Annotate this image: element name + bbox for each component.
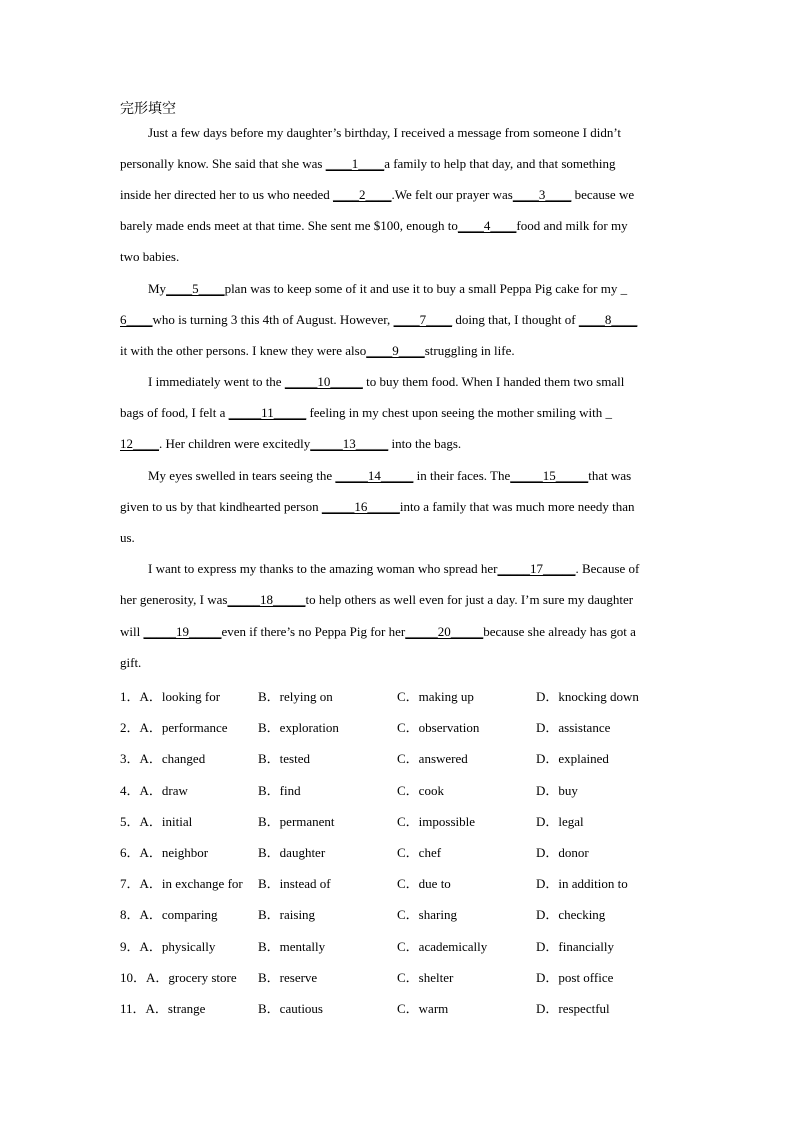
option-b[interactable]: B．permanent	[258, 814, 335, 829]
option-c[interactable]: C．sharing	[397, 907, 457, 922]
passage-line	[120, 187, 676, 203]
question-row	[120, 686, 680, 704]
blank-5: ____5____	[166, 281, 225, 296]
blank-18: _____18_____	[227, 592, 306, 607]
blank-8: ____8____	[578, 312, 638, 327]
option-d[interactable]: D．post office	[536, 970, 614, 985]
option-b[interactable]: B．raising	[258, 907, 316, 922]
passage-text: . Her children were excitedly	[159, 436, 311, 451]
option-c[interactable]: C．making up	[397, 689, 474, 704]
passage-text: barely made ends meet at that time. She sent me $100, enough to	[120, 218, 458, 233]
option-c[interactable]: C．warm	[397, 1001, 449, 1016]
question-row	[120, 998, 680, 1016]
passage-text: to buy them food. When I handed them two small	[362, 374, 625, 389]
blank-16: _____16_____	[321, 499, 400, 514]
option-d[interactable]: D．explained	[536, 751, 609, 766]
option-c[interactable]: C．cook	[397, 783, 444, 798]
passage-text: _	[620, 281, 628, 296]
option-a[interactable]: 9．A．physically	[120, 939, 216, 954]
option-b[interactable]: B．instead of	[258, 876, 331, 891]
passage-text: gift.	[120, 655, 142, 670]
passage-line	[120, 312, 676, 328]
blank-4: ____4____	[457, 218, 517, 233]
option-a[interactable]: 2．A．performance	[120, 720, 228, 735]
question-row	[120, 717, 680, 735]
option-a[interactable]: 4．A．draw	[120, 783, 188, 798]
passage-line	[120, 281, 676, 297]
option-b[interactable]: B．tested	[258, 751, 310, 766]
option-a[interactable]: 8．A．comparing	[120, 907, 218, 922]
question-row	[120, 748, 680, 766]
passage-line	[120, 374, 676, 390]
option-c[interactable]: C．due to	[397, 876, 451, 891]
question-row	[120, 842, 680, 860]
passage-text: inside her directed her to us who needed	[120, 187, 333, 202]
option-b[interactable]: B．cautious	[258, 1001, 323, 1016]
passage-text: because she already has got a	[483, 624, 636, 639]
passage-text: who is turning 3 this 4th of August. However,	[152, 312, 394, 327]
passage-line	[120, 218, 676, 234]
option-d[interactable]: D．legal	[536, 814, 584, 829]
passage-text: even if there’s no Peppa Pig for her	[221, 624, 406, 639]
passage-text: I immediately went to the	[148, 374, 285, 389]
blank-17: _____17_____	[497, 561, 576, 576]
passage-text: will	[120, 624, 144, 639]
question-row	[120, 780, 680, 798]
passage-line	[120, 405, 676, 421]
option-c[interactable]: C．observation	[397, 720, 480, 735]
option-d[interactable]: D．in addition to	[536, 876, 628, 891]
option-d[interactable]: D．buy	[536, 783, 578, 798]
option-c[interactable]: C．chef	[397, 845, 442, 860]
option-d[interactable]: D．knocking down	[536, 689, 639, 704]
passage-text: Just a few days before my daughter’s birthday, I received a message from someone I didn’t	[148, 125, 622, 140]
passage-text: food and milk for my	[516, 218, 628, 233]
passage-line	[120, 530, 676, 546]
option-b[interactable]: B．find	[258, 783, 301, 798]
blank-3: ____3____	[512, 187, 572, 202]
passage-line	[120, 125, 676, 141]
passage-text: because we	[571, 187, 635, 202]
passage-text: given to us by that kindhearted person	[120, 499, 322, 514]
passage-text: into the bags.	[388, 436, 462, 451]
option-b[interactable]: B．exploration	[258, 720, 339, 735]
passage-text: to help others as well even for just a day. I’m sure my daughter	[305, 592, 634, 607]
passage-line	[120, 249, 676, 265]
blank-7: ____7____	[393, 312, 453, 327]
option-d[interactable]: D．financially	[536, 939, 614, 954]
option-a[interactable]: 5．A．initial	[120, 814, 193, 829]
passage-line	[120, 156, 676, 172]
blank-6: 6____	[120, 312, 153, 327]
passage-text: us.	[120, 530, 135, 545]
passage-text: feeling in my chest upon seeing the mother smiling with	[306, 405, 606, 420]
passage-text: plan was to keep some of it and use it to buy a small Peppa Pig cake for my	[224, 281, 621, 296]
option-b[interactable]: B．reserve	[258, 970, 318, 985]
passage-text: .We felt our prayer was	[391, 187, 513, 202]
option-d[interactable]: D．checking	[536, 907, 606, 922]
option-a[interactable]: 10．A．grocery store	[120, 970, 237, 985]
blank-10: _____10_____	[284, 374, 363, 389]
option-c[interactable]: C．shelter	[397, 970, 454, 985]
passage-line	[120, 655, 676, 671]
option-c[interactable]: C．academically	[397, 939, 488, 954]
passage-text: it with the other persons. I knew they were also	[120, 343, 367, 358]
passage-text: into a family that was much more needy than	[399, 499, 635, 514]
blank-12: 12____	[120, 436, 159, 451]
option-d[interactable]: D．donor	[536, 845, 589, 860]
passage-text: personally know. She said that she was	[120, 156, 326, 171]
blank-1: ____1____	[325, 156, 385, 171]
passage-text: My	[148, 281, 167, 296]
passage-text: doing that, I thought of	[452, 312, 579, 327]
blank-11: _____11_____	[228, 405, 307, 420]
passage-line	[120, 561, 676, 577]
option-b[interactable]: B．daughter	[258, 845, 326, 860]
option-a[interactable]: 1．A．looking for	[120, 689, 221, 704]
option-a[interactable]: 3．A．changed	[120, 751, 206, 766]
option-a[interactable]: 11．A．strange	[120, 1001, 206, 1016]
passage-text: . Because of	[575, 561, 640, 576]
passage-line	[120, 436, 676, 452]
section-title: 完形填空	[120, 101, 176, 117]
question-row	[120, 873, 680, 891]
passage-line	[120, 592, 676, 608]
passage-text: _	[605, 405, 613, 420]
passage-text: I want to express my thanks to the amazing woman who spread her	[148, 561, 498, 576]
passage-text: bags of food, I felt a	[120, 405, 229, 420]
passage-line	[120, 343, 676, 359]
question-row	[120, 967, 680, 985]
passage-text: My eyes swelled in tears seeing the	[148, 468, 336, 483]
blank-13: _____13_____	[310, 436, 389, 451]
blank-2: ____2____	[332, 187, 392, 202]
passage-text: struggling in life.	[424, 343, 515, 358]
option-c[interactable]: C．answered	[397, 751, 468, 766]
option-d[interactable]: D．respectful	[536, 1001, 610, 1016]
passage-text: that was	[588, 468, 632, 483]
passage-text: a family to help that day, and that something	[384, 156, 616, 171]
blank-15: _____15_____	[510, 468, 589, 483]
question-row	[120, 936, 680, 954]
option-d[interactable]: D．assistance	[536, 720, 611, 735]
passage-text: two babies.	[120, 249, 180, 264]
blank-20: _____20_____	[405, 624, 484, 639]
option-c[interactable]: C．impossible	[397, 814, 476, 829]
blank-9: ____9____	[366, 343, 425, 358]
passage-text: her generosity, I was	[120, 592, 228, 607]
option-b[interactable]: B．relying on	[258, 689, 333, 704]
blank-14: _____14_____	[335, 468, 414, 483]
passage-line	[120, 468, 676, 484]
passage-line	[120, 499, 676, 515]
question-row	[120, 811, 680, 829]
passage-text: in their faces. The	[413, 468, 511, 483]
blank-19: _____19_____	[143, 624, 222, 639]
passage-line	[120, 624, 676, 640]
option-a[interactable]: 6．A．neighbor	[120, 845, 209, 860]
question-row	[120, 904, 680, 922]
option-a[interactable]: 7．A．in exchange for	[120, 876, 243, 891]
option-b[interactable]: B．mentally	[258, 939, 326, 954]
